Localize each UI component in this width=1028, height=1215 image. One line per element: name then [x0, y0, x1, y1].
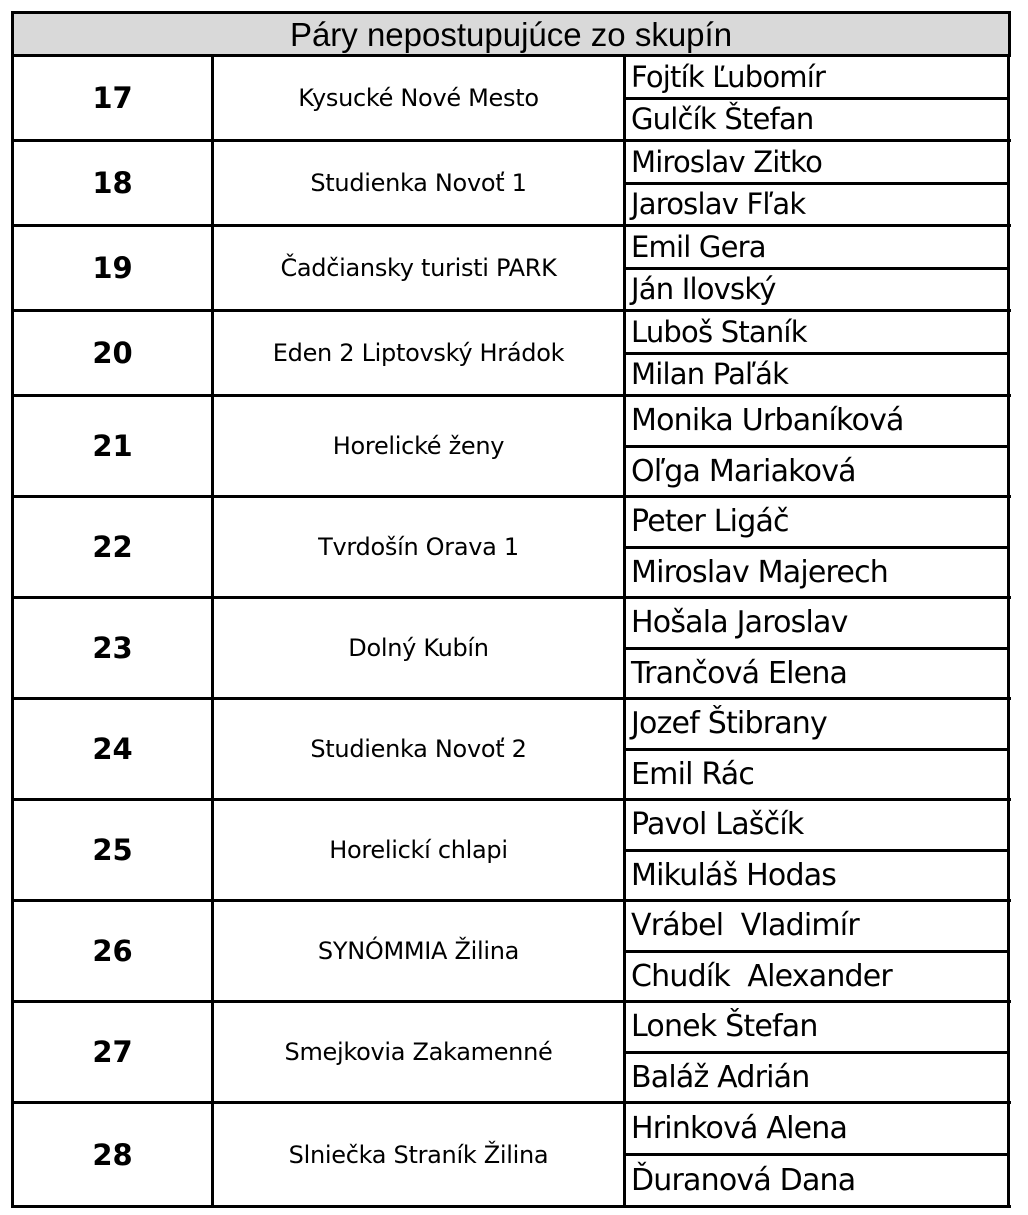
player-list [626, 599, 1010, 697]
player-name: Miroslav Zitko [631, 144, 823, 179]
player-name: Chudík Alexander [626, 950, 1007, 1001]
player-name: Emil Gera [631, 229, 766, 264]
player-name: Hošala Jaroslav [631, 605, 848, 641]
player-list [626, 1104, 1010, 1205]
team-name: Eden 2 Liptovský Hrádok [214, 312, 626, 394]
pair-number: 23 [14, 599, 214, 697]
player-list [626, 801, 1010, 899]
team-name: Dolný Kubín [214, 599, 626, 697]
player-name: Oľga Mariaková [626, 445, 1007, 496]
player-name: Ján Ilovský [626, 267, 1007, 310]
pair-number: 21 [14, 397, 214, 495]
team-name: Kysucké Nové Mesto [214, 57, 626, 139]
table-row [14, 227, 1011, 312]
player-list [626, 227, 1010, 309]
player-name: Milan Paľák [626, 352, 1007, 395]
pair-number: 26 [14, 902, 214, 1000]
table-row [14, 599, 1011, 700]
player-name: Peter Ligáč [631, 504, 789, 540]
player-list [626, 700, 1010, 798]
pair-number: 19 [14, 227, 214, 309]
team-name: SYNÓMMIA Žilina [214, 902, 626, 1000]
player-name: Trančová Elena [626, 647, 1007, 698]
pair-number: 28 [14, 1104, 214, 1205]
player-name: Mikuláš Hodas [626, 849, 1007, 900]
player-name: Luboš Staník [631, 314, 807, 349]
player-name: Monika Urbaníková [631, 403, 904, 439]
pairs-table [11, 57, 1011, 1208]
player-name: Vrábel Vladimír [631, 908, 859, 944]
table-row [14, 397, 1011, 498]
player-list [626, 498, 1010, 596]
pair-number: 24 [14, 700, 214, 798]
table-row [14, 1104, 1011, 1205]
team-name: Studienka Novoť 2 [214, 700, 626, 798]
player-name: Lonek Štefan [631, 1009, 818, 1045]
pair-number: 20 [14, 312, 214, 394]
table-row [14, 312, 1011, 397]
player-name: Miroslav Majerech [626, 546, 1007, 597]
player-list [626, 902, 1010, 1000]
team-name: Tvrdošín Orava 1 [214, 498, 626, 596]
table-title: Páry nepostupujúce zo skupín [11, 11, 1011, 57]
player-list [626, 1003, 1010, 1101]
team-name: Čadčiansky turisti PARK [214, 227, 626, 309]
player-name: Ďuranová Dana [626, 1153, 1007, 1205]
player-list [626, 142, 1010, 224]
player-name: Fojtík Ľubomír [631, 59, 826, 94]
player-name: Jaroslav Fľak [626, 182, 1007, 225]
table-row [14, 902, 1011, 1003]
pairs-table-sheet [11, 11, 1011, 1208]
table-row [14, 57, 1011, 142]
pair-number: 18 [14, 142, 214, 224]
player-name: Baláž Adrián [626, 1051, 1007, 1102]
team-name: Horelickí chlapi [214, 801, 626, 899]
player-name: Emil Rác [626, 748, 1007, 799]
team-name: Smejkovia Zakamenné [214, 1003, 626, 1101]
team-name: Studienka Novoť 1 [214, 142, 626, 224]
team-name: Horelické ženy [214, 397, 626, 495]
team-name: Slniečka Straník Žilina [214, 1104, 626, 1205]
pair-number: 22 [14, 498, 214, 596]
pair-number: 17 [14, 57, 214, 139]
player-name: Pavol Laščík [631, 807, 804, 843]
table-row [14, 1003, 1011, 1104]
pair-number: 25 [14, 801, 214, 899]
player-name: Jozef Štibrany [631, 706, 827, 742]
player-name: Gulčík Štefan [626, 97, 1007, 140]
table-row [14, 498, 1011, 599]
player-list [626, 57, 1010, 139]
player-name: Hrinková Alena [631, 1111, 848, 1146]
player-list [626, 312, 1010, 394]
table-row [14, 142, 1011, 227]
table-row [14, 700, 1011, 801]
player-list [626, 397, 1010, 495]
table-row [14, 801, 1011, 902]
pair-number: 27 [14, 1003, 214, 1101]
